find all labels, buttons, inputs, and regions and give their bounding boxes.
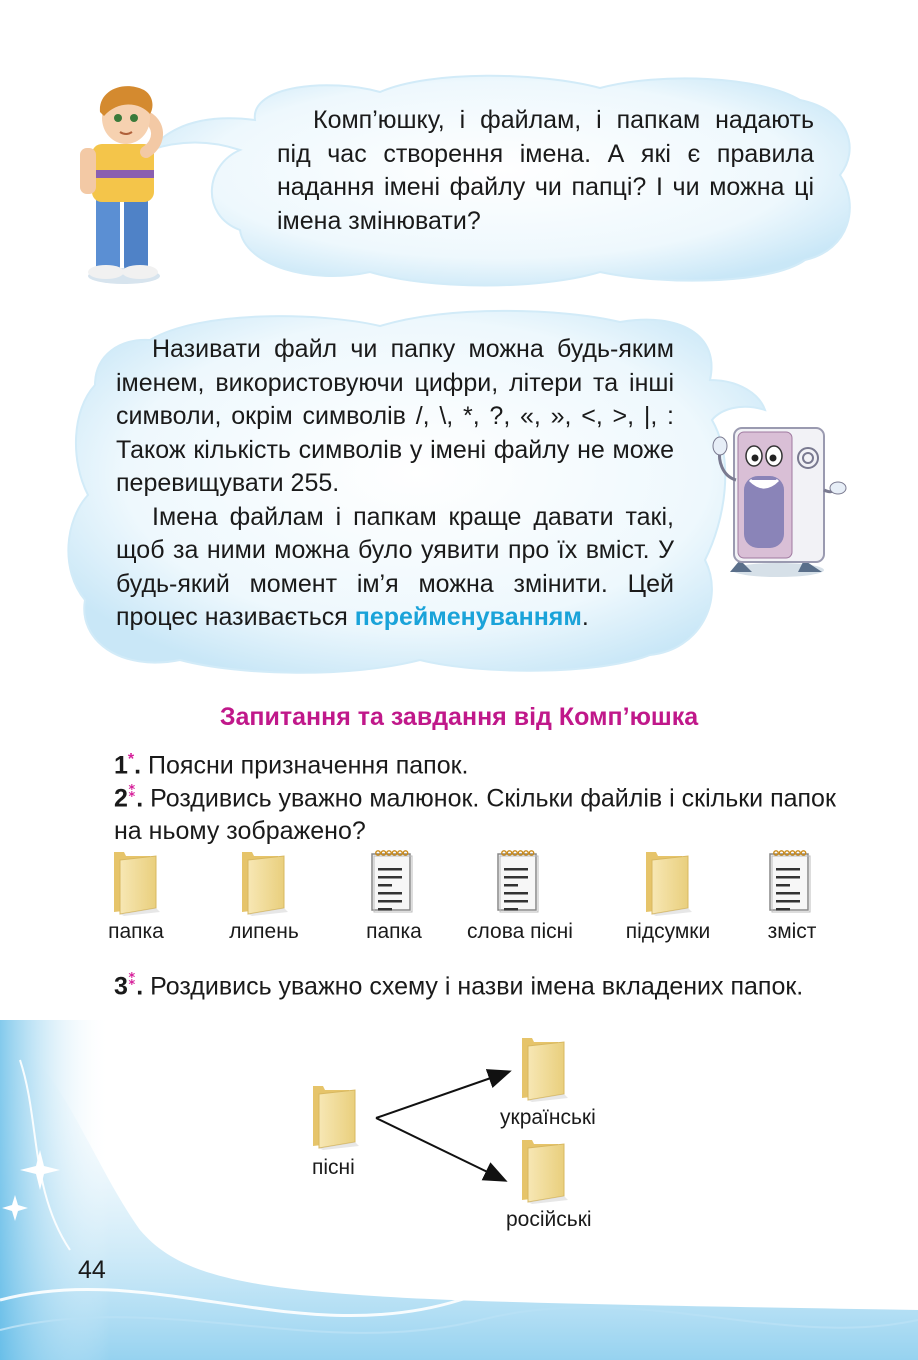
- task-3-difficulty-mark: ⁑: [127, 972, 137, 989]
- item-label: папка: [108, 920, 164, 943]
- scheme-root-folder[interactable]: [309, 1082, 361, 1155]
- scheme-child-label-2: російські: [506, 1208, 592, 1231]
- task-3-text: Роздивись уважно схему і назви імена вкладених папок.: [143, 972, 804, 1001]
- task-2-number: 2: [114, 784, 128, 813]
- scheme-child-label-1: українські: [500, 1106, 596, 1129]
- task-2-dot: .: [136, 784, 144, 813]
- task-3-dot: .: [136, 972, 144, 1001]
- answer-paragraph-2-start: Імена файлам і папкам краще давати такі, щоб за ними можна було уявити про їх вміст. У будь-який момент ім’я можна змінити. Цей процес називається: [116, 502, 674, 631]
- folder-icon: [518, 1034, 570, 1102]
- question-text: Комп’юшку, і файлам, і папкам надають під час створення імена. А які є правила надання імені файлу чи папці? І чи можна ці імена змінювати?: [277, 106, 814, 235]
- task-1-number: 1: [114, 751, 128, 780]
- answer-paragraph-2-end: .: [581, 603, 589, 631]
- item-label: зміст: [767, 920, 817, 943]
- page-number: 44: [78, 1256, 106, 1284]
- folder-icon: [518, 1136, 570, 1204]
- folder-icon: [309, 1082, 361, 1150]
- item-label: липень: [229, 920, 299, 943]
- scheme-child-folder-2[interactable]: [518, 1136, 570, 1209]
- answer-paragraph-1: Називати файл чи папку можна будь-яким іменем, використовуючи цифри, літери та інші символи, окрім символів /, \, *, ?, «, », <, >, |, : Також кількість символів у імені файлу не може перевищувати 255.: [116, 335, 674, 497]
- renaming-term: перейменуванням: [354, 603, 582, 631]
- task-3-number: 3: [114, 972, 128, 1001]
- task-1-text: Поясни призначення папок.: [141, 751, 469, 780]
- scheme-child-folder-1[interactable]: [518, 1034, 570, 1107]
- item-label: папка: [366, 920, 422, 943]
- task-2-text: Роздивись уважно малюнок. Скільки файлів і скільки папок на ньому зображено?: [114, 784, 836, 846]
- section-heading: Запитання та завдання від Комп’юшка: [219, 703, 699, 731]
- task-1-dot: .: [134, 751, 142, 780]
- scheme-root-label: пісні: [312, 1156, 355, 1179]
- task-2-difficulty-mark: ⁑: [127, 784, 137, 801]
- task-1-difficulty-mark: *: [127, 751, 135, 768]
- item-label: слова пісні: [467, 920, 573, 943]
- item-label: підсумки: [625, 920, 711, 943]
